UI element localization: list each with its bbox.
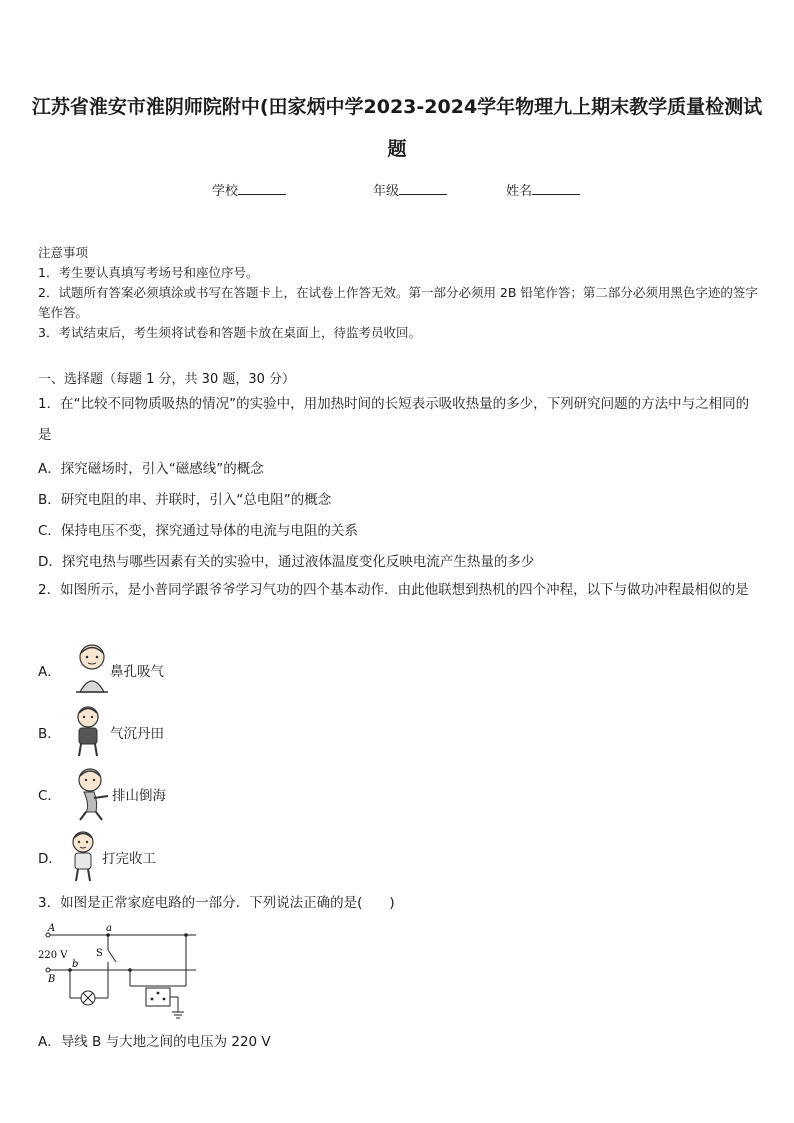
name-field	[506, 180, 580, 199]
option-caption: 气沉丹田	[110, 726, 164, 742]
school-label: 学校	[212, 184, 239, 199]
option-letter: A．	[38, 664, 61, 680]
option-letter: B．	[38, 726, 61, 742]
question-2-option-c[interactable]	[38, 766, 238, 822]
wire-a-label: A	[48, 923, 56, 934]
question-1-stem: 1．在“比较不同物质吸热的情况”的实验中，用加热时间的长短表示吸收热量的多少，下列研究问题的方法中与之相同的是	[38, 396, 750, 443]
name-blank[interactable]	[532, 181, 580, 195]
question-2-option-d[interactable]	[38, 829, 238, 885]
exam-title: 江苏省淮安市淮阴师院附中(田家炳中学2023-2024学年物理九上期末教学质量检测试题	[31, 96, 763, 160]
qi-sink-figure-icon	[68, 704, 108, 758]
grade-field	[373, 180, 447, 199]
question-1-option-a[interactable]: A．探究磁场时，引入“磁感线”的概念	[38, 461, 264, 477]
notice-item: 1．考生要认真填写考场号和座位序号。	[38, 265, 259, 280]
wire-b-label: B	[48, 974, 56, 985]
finish-figure-icon	[66, 829, 100, 883]
option-letter: D．	[38, 851, 62, 867]
question-1-option-b[interactable]: B．研究电阻的串、并联时，引入“总电阻”的概念	[38, 492, 332, 508]
name-label: 姓名	[506, 184, 533, 199]
question-2-option-b[interactable]	[38, 704, 238, 760]
question-2-option-a[interactable]	[38, 642, 238, 698]
question-2-stem: 2．如图所示，是小普同学跟爷爷学习气功的四个基本动作．由此他联想到热机的四个冲程，以下与做功冲程最相似的是	[38, 582, 749, 598]
switch-label: S	[96, 948, 103, 959]
notice-heading: 注意事项	[38, 245, 89, 260]
push-figure-icon	[72, 766, 116, 822]
question-3-option-a[interactable]: A．导线 B 与大地之间的电压为 220 V	[38, 1034, 271, 1050]
option-caption: 打完收工	[102, 851, 156, 867]
question-1-option-c[interactable]: C．保持电压不变，探究通过导体的电流与电阻的关系	[38, 523, 358, 539]
question-1-option-d[interactable]: D．探究电热与哪些因素有关的实验中，通过液体温度变化反映电流产生热量的多少	[38, 554, 535, 570]
option-caption: 排山倒海	[112, 788, 166, 804]
voltage-label: 220 V	[38, 950, 68, 961]
notice-block	[38, 243, 760, 343]
grade-label: 年级	[373, 184, 400, 199]
option-letter: C．	[38, 788, 61, 804]
point-b-label: b	[72, 959, 79, 970]
section-heading: 一、选择题（每题 1 分，共 30 题，30 分）	[38, 372, 296, 387]
notice-item: 2．试题所有答案必须填涂或书写在答题卡上，在试卷上作答无效。第一部分必须用 2B 铅笔作答；第二部分必须用黑色字迹的签字笔作答。	[38, 285, 758, 320]
question-3-stem: 3．如图是正常家庭电路的一部分．下列说法正确的是( )	[38, 895, 395, 911]
grade-blank[interactable]	[399, 181, 447, 195]
notice-item: 3．考试结束后，考生须将试卷和答题卡放在桌面上，待监考员收回。	[38, 325, 421, 340]
school-field	[212, 180, 286, 199]
point-a-label: a	[106, 923, 112, 934]
household-circuit-diagram	[36, 922, 206, 1022]
school-blank[interactable]	[238, 181, 286, 195]
breathe-in-figure-icon	[72, 642, 112, 696]
option-caption: 鼻孔吸气	[110, 664, 164, 680]
